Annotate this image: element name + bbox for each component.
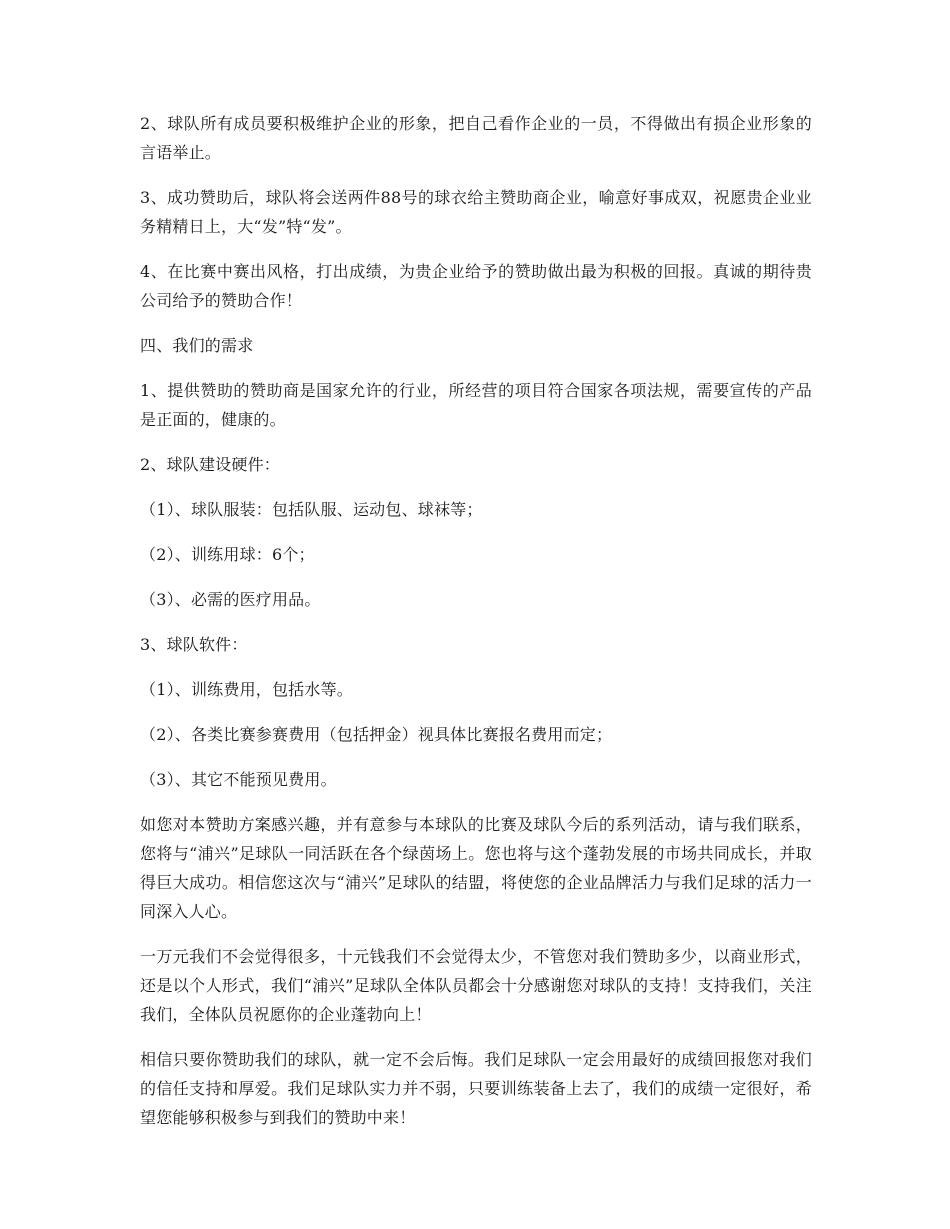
paragraph-appreciation: 一万元我们不会觉得很多，十元钱我们不会觉得太少，不管您对我们赞助多少，以商业形式，还是以个人形式，我们“浦兴”足球队全体队员都会十分感谢您对球队的支持！支持我们，关注我们，全体队员祝愿你的企业蓬勃向上！	[140, 947, 812, 1024]
paragraph-hardware-1: （1）、球队服装：包括队服、运动包、球袜等；	[140, 500, 483, 519]
paragraph-need-1: 1、提供赞助的赞助商是国家允许的行业，所经营的项目符合国家各项法规，需要宣传的产品是正面的，健康的。	[140, 381, 812, 429]
document-body	[140, 109, 812, 1148]
paragraph-software-2: （2）、各类比赛参赛费用（包括押金）视具体比赛报名费用而定；	[140, 725, 613, 744]
paragraph-software-3: （3）、其它不能预见费用。	[140, 770, 337, 789]
paragraph-need-3: 3、球队软件：	[140, 635, 248, 654]
section-heading-needs: 四、我们的需求	[140, 336, 254, 355]
paragraph-software-1: （1）、训练费用，包括水等。	[140, 680, 353, 699]
paragraph-hardware-2: （2）、训练用球：6个；	[140, 545, 315, 564]
paragraph-item-3: 3、成功赞助后，球队将会送两件88号的球衣给主赞助商企业，喻意好事成双，祝愿贵企业业务精精日上，大“发”特“发”。	[140, 188, 812, 236]
paragraph-invitation: 如您对本赞助方案感兴趣，并有意参与本球队的比赛及球队今后的系列活动，请与我们联系，您将与“浦兴”足球队一同活跃在各个绿茵场上。您也将与这个蓬勃发展的市场共同成长，并取得巨大成功。相信您这次与“浦兴”足球队的结盟，将使您的企业品牌活力与我们足球的活力一同深入人心。	[140, 815, 812, 921]
paragraph-closing: 相信只要你赞助我们的球队，就一定不会后悔。我们足球队一定会用最好的成绩回报您对我们的信任支持和厚爱。我们足球队实力并不弱，只要训练装备上去了，我们的成绩一定很好，希望您能够积极参与到我们的赞助中来！	[140, 1050, 812, 1127]
paragraph-need-2: 2、球队建设硬件：	[140, 455, 280, 474]
paragraph-item-2: 2、球队所有成员要积极维护企业的形象，把自己看作企业的一员，不得做出有损企业形象的言语举止。	[140, 114, 812, 162]
paragraph-item-4: 4、在比赛中赛出风格，打出成绩，为贵企业给予的赞助做出最为积极的回报。真诚的期待贵公司给予的赞助合作！	[140, 262, 812, 310]
paragraph-hardware-3: （3）、必需的医疗用品。	[140, 590, 321, 609]
